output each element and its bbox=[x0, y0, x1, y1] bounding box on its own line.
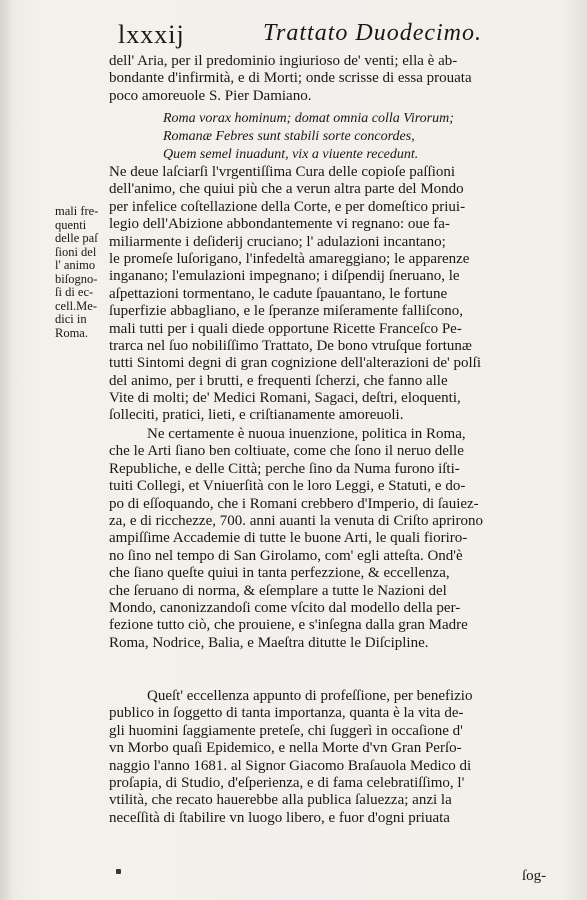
margin-note-line: ſi di ec- bbox=[55, 285, 94, 299]
text-line: ſuperfizie abbagliano, e le ſperanze miſeramente falliſcono, bbox=[109, 303, 463, 320]
paragraph-passioni bbox=[109, 164, 561, 425]
text-line: po di eſſoquando, che i Romani crebbero d'Imperio, di ſauiez- bbox=[109, 495, 479, 512]
text-line: miliarmente i deſiderij cruciano; l' adulazioni incantano; bbox=[109, 233, 446, 250]
text-line: Queſt' eccellenza appunto di profeſſione, per benefizio bbox=[147, 688, 473, 704]
text-line: naggio l'anno 1681. al Signor Giacomo Braſauola Medico di bbox=[109, 757, 472, 774]
margin-note-line: Roma. bbox=[55, 325, 88, 340]
latin-verse-line: Roma vorax hominum; domat omnia colla Virorum; bbox=[163, 111, 454, 126]
body-text bbox=[109, 53, 561, 105]
text-line: Republiche, e delle Città; perche ſino da Numa furono iſti- bbox=[109, 460, 460, 477]
margin-note-line: mali fre- bbox=[55, 204, 99, 218]
text-line: del animo, per i brutti, e frequenti ſcherzi, che fanno alle bbox=[109, 372, 448, 389]
text-line: trarca nel ſuo nobiliſſimo Trattato, De bono vtruſque fortunæ bbox=[109, 337, 472, 354]
text-line: vn Morbo quaſi Epidemico, e nella Morte d'vn Gran Perſo- bbox=[109, 740, 462, 757]
text-line: Ne deue laſciarſi l'vrgentiſſima Cura delle copioſe paſſioni bbox=[109, 164, 456, 180]
margin-note bbox=[55, 205, 105, 340]
text-line: che le Arti ſiano ben coltiuate, come che ſono il neruo delle bbox=[109, 443, 464, 460]
text-line: che ſeruano di norma, & eſemplare a tutte le Nazioni del bbox=[109, 582, 447, 599]
paragraph-arti bbox=[109, 426, 561, 652]
text-line: poco amoreuole S. Pier Damiano. bbox=[109, 87, 312, 104]
text-line: Vite di molti; de' Medici Romani, Sagaci, deſtri, eloquenti, bbox=[109, 390, 461, 407]
text-line: legio dell'Abizione abbondantemente vi regnano: oue fa- bbox=[109, 216, 450, 233]
printer-mark bbox=[116, 869, 121, 874]
text-line: tuiti Collegi, et Vniuerſità con le loro Leggi, e Statuti, e do- bbox=[109, 478, 466, 495]
margin-note-line: ſioni del bbox=[55, 244, 97, 259]
text-line: dell' Aria, per il predominio ingiurioso de' venti; ella è ab- bbox=[109, 53, 458, 69]
text-line: proſapia, di Studio, d'eſperienza, e di fama celebratiſſimo, l' bbox=[109, 774, 465, 791]
text-line: che ſiano queſte quiui in tanta perfezzione, & eccellenza, bbox=[109, 565, 450, 582]
text-line: Mondo, canonizzandoſi come vſcito dal modello della per- bbox=[109, 599, 461, 616]
latin-verse-line: Quem semel inuadunt, vix a viuente recedunt. bbox=[163, 147, 419, 162]
running-head bbox=[118, 20, 498, 52]
latin-verse-line: Romanæ Febres sunt stabili sorte concordes, bbox=[163, 129, 415, 144]
margin-note-line: quenti bbox=[55, 217, 87, 232]
text-line: dell'animo, che quiui più che a verun altra parte del Mondo bbox=[109, 181, 464, 198]
text-line: no ſino nel tempo di San Girolamo, com' egli atteſta. Ond'è bbox=[109, 547, 463, 564]
text-line: publico in ſoggetto di tanta importanza, quanta è la vita de- bbox=[109, 705, 464, 722]
text-line: ampiſſime Accademie di tutte le buone Arti, le quali fioriro- bbox=[109, 530, 468, 547]
catchword: ſog- bbox=[522, 868, 547, 884]
page-number: lxxxij bbox=[118, 20, 185, 49]
margin-note-line: cell.Me- bbox=[55, 298, 97, 313]
margin-note-line: l' animo bbox=[55, 258, 96, 272]
paragraph-eccellenza bbox=[109, 688, 561, 827]
margin-note-line: dici in bbox=[55, 312, 87, 326]
text-line: le promeſe luſorigano, l'infedeltà amareggiano; le apparenze bbox=[109, 250, 470, 267]
margin-note-line: biſogno- bbox=[55, 271, 98, 286]
text-line: neceſſità di ſtabilire vn luogo libero, e fuor d'ogni priuata bbox=[109, 809, 450, 826]
text-line: per infelice coſtellazione della Corte, e per domeſtico priui- bbox=[109, 198, 466, 215]
text-line: tutti Sintomi degni di gran cognizione dell'alterazioni de' polſi bbox=[109, 355, 481, 372]
running-title: Trattato Duodecimo. bbox=[263, 20, 483, 46]
text-line: bondante d'infirmità, e di Morti; onde scrisse di essa prouata bbox=[109, 70, 472, 87]
text-line: gli huomini ſaggiamente preteſe, chi ſuggerì in occaſione d' bbox=[109, 722, 463, 739]
text-line: inganano; l'emulazioni impegnano; i diſpendij ſneruano, le bbox=[109, 268, 460, 285]
text-line: Ne certamente è nuoua inuenzione, politica in Roma, bbox=[147, 426, 466, 442]
text-line: Roma, Nodrice, Balia, e Maeſtra ditutte le Diſcipline. bbox=[109, 634, 429, 651]
text-line: ſolleciti, pratici, lieti, e criſtianamente amoreuoli. bbox=[109, 407, 404, 424]
text-line: aſpettazioni tormentano, le cadute ſpauantano, le fortune bbox=[109, 285, 448, 302]
text-line: mali tutti per i quali diede opportune Ricette Franceſco Pe- bbox=[109, 320, 462, 337]
margin-note-line: delle paſ bbox=[55, 231, 98, 245]
text-line: vtilità, che recato hauerebbe alla publica ſaluezza; anzi la bbox=[109, 792, 452, 809]
text-line: fezione tutto ciò, che prouiene, e s'inſegna dalla gran Madre bbox=[109, 617, 468, 634]
text-line: za, e di ricchezze, 700. anni auanti la venuta di Criſto aprirono bbox=[109, 512, 484, 529]
